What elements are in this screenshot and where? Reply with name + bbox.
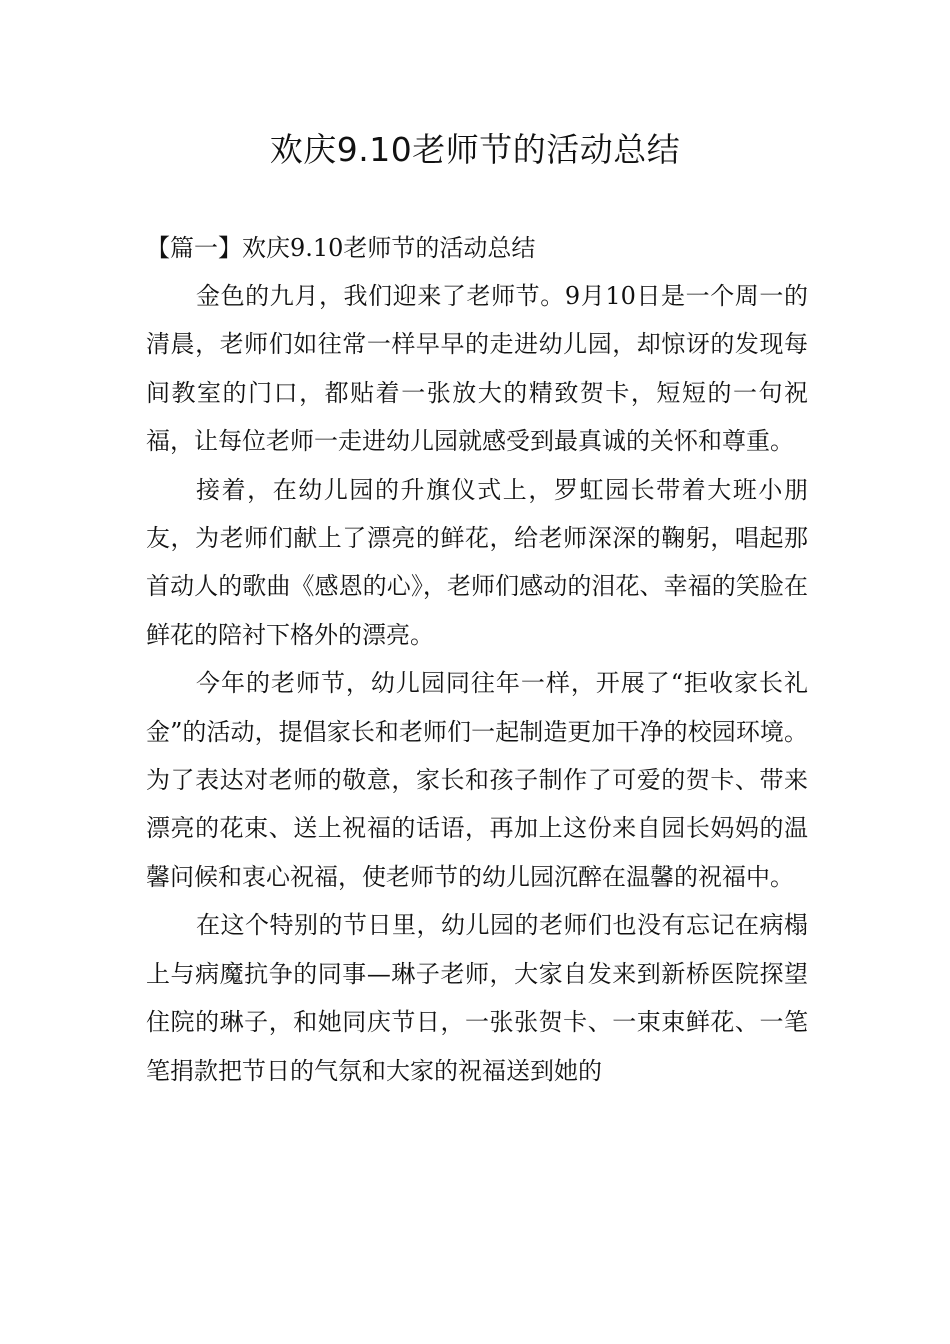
section-heading: 【篇一】欢庆9.10老师节的活动总结: [146, 234, 536, 262]
paragraph-2: 接着，在幼儿园的升旗仪式上，罗虹园长带着大班小朋友，为老师们献上了漂亮的鲜花，给老师深深的鞠躬，唱起那首动人的歌曲《感恩的心》，老师们感动的泪花、幸福的笑脸在鲜花的陪衬下格外的漂亮。: [146, 475, 808, 649]
document-title: 欢庆9.10老师节的活动总结: [269, 130, 681, 169]
paragraph-4: 在这个特别的节日里，幼儿园的老师们也没有忘记在病榻上与病魔抗争的同事—琳子老师，大家自发来到新桥医院探望住院的琳子，和她同庆节日，一张张贺卡、一束束鲜花、一笔笔捐款把节日的气氛和大家的祝福送到她的: [146, 911, 808, 1085]
document-body: [146, 224, 808, 1095]
paragraph-1: 金色的九月，我们迎来了老师节。9月10日是一个周一的清晨，老师们如往常一样早早的走进幼儿园，却惊讶的发现每间教室的门口，都贴着一张放大的精致贺卡，短短的一句祝福，让每位老师一走进幼儿园就感受到最真诚的关怀和尊重。: [146, 282, 808, 456]
paragraph-3: 今年的老师节，幼儿园同往年一样，开展了“拒收家长礼金”的活动，提倡家长和老师们一起制造更加干净的校园环境。为了表达对老师的敬意，家长和孩子制作了可爱的贺卡、带来漂亮的花束、送上祝福的话语，再加上这份来自园长妈妈的温馨问候和衷心祝福，使老师节的幼儿园沉醉在温馨的祝福中。: [146, 669, 808, 891]
